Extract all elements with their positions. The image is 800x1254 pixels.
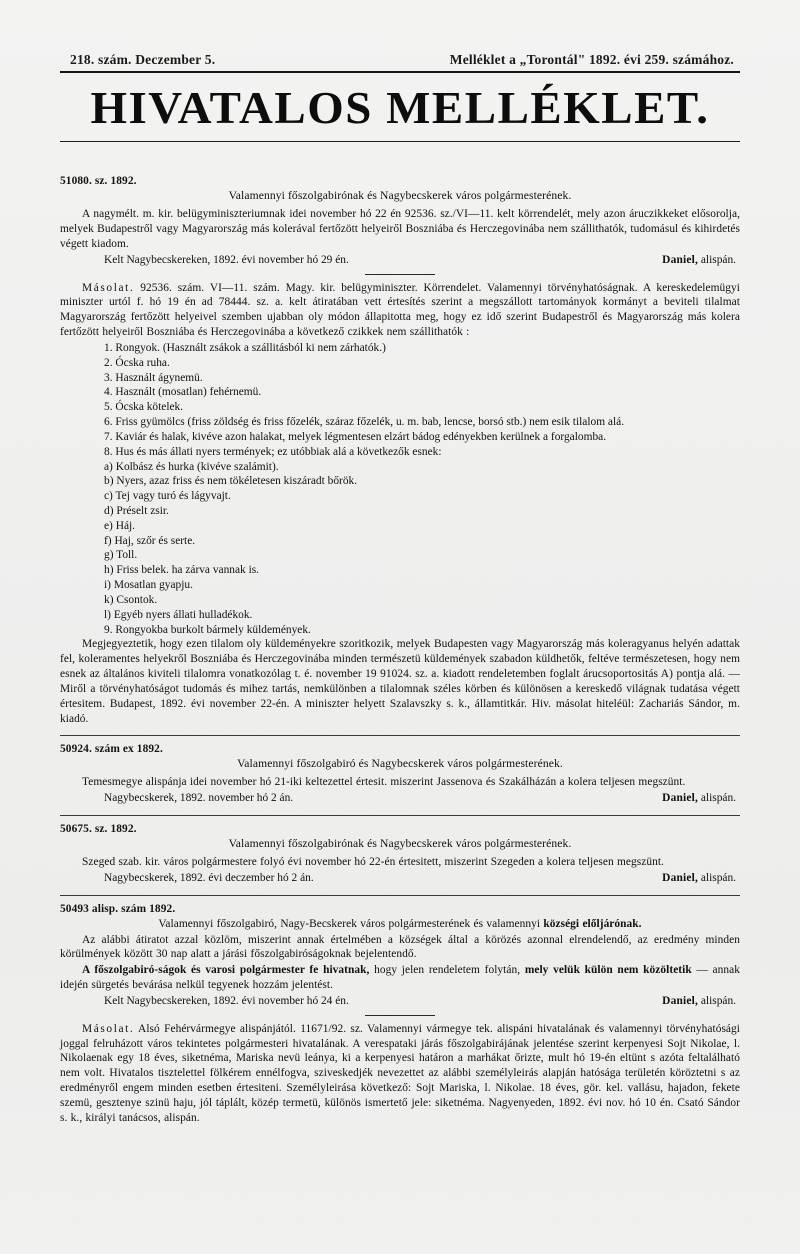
list-item-text: Ócska ruha. bbox=[115, 356, 170, 369]
list-item-label: i) bbox=[104, 579, 111, 592]
issue-number: 218. szám. Deczember 5. bbox=[70, 52, 216, 67]
signatory bbox=[662, 791, 740, 806]
list-item-text: Egyéb nyers állati hulladékok. bbox=[113, 608, 253, 621]
list-item bbox=[60, 341, 740, 356]
section-51080 bbox=[60, 175, 740, 274]
emphasis-plain-1: hogy jelen rendeletem folytán, bbox=[369, 964, 525, 977]
addressee-emphasis: községi előljárónak. bbox=[543, 917, 642, 930]
list-item bbox=[60, 460, 740, 475]
list-item-label: h) bbox=[104, 564, 114, 577]
list-item-text: Rongyok. (Használt zsákok a szállitásból ki nem zárhatók.) bbox=[115, 341, 386, 354]
reference-number: 50493 alisp. szám 1892. bbox=[60, 902, 176, 915]
section-ornament-rule bbox=[365, 1015, 435, 1016]
list-item-text: Használt (mosatlan) fehérnemü. bbox=[115, 386, 262, 399]
list-item-label: 5. bbox=[104, 401, 113, 414]
emphasis-mid: mely velük külön nem közöltetik bbox=[524, 964, 692, 977]
list-item-label: 2. bbox=[104, 356, 113, 369]
list-item bbox=[60, 534, 740, 549]
signatory-name: Daniel, bbox=[662, 792, 699, 805]
list-item-label: a) bbox=[104, 460, 113, 473]
section-ornament-rule bbox=[365, 274, 435, 275]
list-item-text: Haj, szőr és serte. bbox=[114, 534, 196, 547]
signature-block bbox=[60, 791, 740, 806]
masthead-rule-top bbox=[60, 71, 740, 73]
list-item-label: c) bbox=[104, 490, 113, 503]
addressee-line: Valamennyi főszolgabiró és Nagybecskerek város polgármesterének. bbox=[237, 757, 563, 771]
list-item-label: f) bbox=[104, 534, 112, 547]
list-item bbox=[60, 608, 740, 623]
addressee-line bbox=[60, 917, 740, 932]
section-50493 bbox=[60, 903, 740, 1016]
emphasis-plain-2: — annak idején sürgetés bevárása nelkül tegyenek hozzám jelentést. bbox=[60, 964, 741, 992]
list-item-label: 7. bbox=[104, 430, 113, 443]
reference-number: 50675. sz. 1892. bbox=[60, 823, 137, 836]
list-item-label: k) bbox=[104, 593, 114, 606]
dateline: Nagybecskerek, 1892. évi deczember hó 2 án. bbox=[104, 871, 314, 884]
addressee-text: Valamennyi főszolgabiró, Nagy-Becskerek város polgármesterének és valamennyi bbox=[158, 917, 544, 930]
closing-paragraph: Megjegyeztetik, hogy ezen tilalom oly küldeményekre szoritkozik, melyek Budapesten vagy Magyarország más koleragyanus helyén adattak fel, koleramentes helyekről Boszniába és Herczegovinába minden természetü küldemények szabadon küldhetők, feltéve természetesen, hogy nem esnek az általános kiviteli tilalomra vonatkozólag t. é. november 19 91024. sz. a. kiadott rendeletemben foglalt árucsoportositás A) pontja alá. — Miről a törvényhatóságot tudomás és mihez tartás, nemkülönben a tilalomnak széles körben és különösen a kereskedő világnak tudatása végett értesitem. Budapest, 1892. évi november 22-én. A miniszter helyett Szalavszky s. k., államtitkár. Hiv. másolat hiteléül: Zachariás Sándor, m. kiadó. bbox=[60, 638, 740, 725]
list-item bbox=[60, 430, 740, 445]
copy-label: Másolat. bbox=[82, 281, 135, 294]
reference-number: 51080. sz. 1892. bbox=[60, 175, 137, 188]
list-item bbox=[60, 415, 740, 430]
list-item bbox=[60, 371, 740, 386]
dateline: Kelt Nagybecskereken, 1892. évi november hó 29 én. bbox=[104, 253, 349, 266]
signatory-name: Daniel, bbox=[662, 253, 699, 266]
signatory bbox=[662, 994, 740, 1009]
dateline: Nagybecskerek, 1892. november hó 2 án. bbox=[104, 792, 294, 805]
list-item-label: 4. bbox=[104, 386, 113, 399]
list-item bbox=[60, 400, 740, 415]
list-item-text: Rongyokba burkolt bármely küldemények. bbox=[115, 623, 311, 636]
list-item bbox=[60, 548, 740, 563]
section-50924 bbox=[60, 743, 740, 816]
copy-intro-paragraph bbox=[60, 281, 740, 340]
section-masolat-92536 bbox=[60, 281, 740, 737]
list-item-text: Hus és más állati nyers termények; ez utóbbiak alá a következők esnek: bbox=[115, 445, 442, 458]
section-masolat-11671 bbox=[60, 1022, 740, 1126]
copy-text: Alsó Fehérvármegye alispánjától. 11671/92. sz. Valamennyi vármegye tek. alispáni hivatalának és valamennyi törvényhatósági joggal felruházott város tekintetes polgármesteri hivatalának. A verespataki járás főszolgabirájának jelentése szerint kerpenyesi Sojt Nikolae, l. Nikolaenak egy 18 éves, siketnéma, Mariska nevü leánya, ki a kerpenyesi határon a marhákat őrizte, mult hó 19-én eltünt s azóta feltalálható nem volt. Hivatalos tisztelettel fölkérem ennélfogva, sziveskedjék nevezettet az alábbi személyleirás alapján hatósága területén köröztetni s az eredményről engem minden esetben értesiteni. Személyleirása következő: Sojt Mariska, l. Nikolae. 18 éves, gör. kel. vallásu, hajadon, fekete szemü, gesztenye szinü haju, jól táplált, közép termetü, különös ismertető jele: siketnéma. Nagyenyeden, 1892. évi nov. hó 10 én. Csató Sándor s. k., királyi tanácsos, alispán. bbox=[60, 1022, 740, 1124]
paragraph: Az alábbi átiratot azzal közlöm, miszerint annak értelmében a községek által a körözés azonnal elrendelendő, az eredmény minden körülmények között 30 nap alatt a járási főszolgabiróságoknak bejelentendő. bbox=[60, 933, 740, 961]
list-item-text: Toll. bbox=[116, 549, 138, 562]
list-item-label: g) bbox=[104, 549, 114, 562]
paragraph: Temesmegye alispánja idei november hó 21-iki keltezettel értesit. miszerint Jassenova és Szakálházán a kolera teljesen megszünt. bbox=[82, 776, 686, 789]
list-item bbox=[60, 385, 740, 400]
animal-products-sublist bbox=[60, 460, 740, 638]
supplement-reference: Melléklet a „Torontál" 1892. évi 259. számához. bbox=[449, 52, 734, 67]
paragraph: A nagymélt. m. kir. belügyminiszteriumnak idei november hó 22 én 92536. sz./VI—11. kelt körrendelét, mely azon áruczikkeket elősorolja, melyek Budapestről vagy Magyarország más kolerával fertőzött helyeiről Boszniába és Herczegovinába nem szállithatók, tudomásul és kihirdetés végett kiadom. bbox=[60, 208, 740, 250]
list-item-text: Csontok. bbox=[116, 593, 158, 606]
masthead bbox=[60, 52, 740, 168]
list-item bbox=[60, 445, 740, 460]
list-item bbox=[60, 519, 740, 534]
paragraph: Szeged szab. kir. város polgármestere folyó évi november hó 22-én értesitett, miszerint Szegeden a kolera teljesen megszünt. bbox=[82, 856, 664, 869]
list-item-text: Friss belek. ha zárva vannak is. bbox=[116, 564, 260, 577]
list-item-label: d) bbox=[104, 505, 114, 517]
signatory-title: alispán. bbox=[698, 253, 736, 266]
list-item-text: Kolbász és hurka (kivéve szalámit). bbox=[115, 460, 279, 473]
list-item bbox=[60, 356, 740, 371]
list-item-label: e) bbox=[104, 519, 113, 532]
signatory-name: Daniel, bbox=[662, 871, 699, 884]
section-50675 bbox=[60, 823, 740, 896]
signature-block bbox=[60, 994, 740, 1009]
list-item-text: Mosatlan gyapju. bbox=[113, 579, 193, 592]
emphasis-lead: A főszolgabiró-ságok és varosi polgármester fe hivatnak, bbox=[82, 964, 370, 977]
addressee-line: Valamennyi főszolgabirónak és Nagybecskerek város polgármesterének. bbox=[228, 189, 572, 203]
list-item-text: Tej vagy turó és lágyvajt. bbox=[115, 490, 231, 503]
list-item-label: 9. bbox=[104, 623, 113, 636]
list-item-label: l) bbox=[104, 608, 111, 621]
list-item-label: 3. bbox=[104, 371, 113, 384]
list-item bbox=[60, 593, 740, 608]
copy-label: Másolat. bbox=[82, 1022, 135, 1035]
signatory-title: alispán. bbox=[698, 792, 736, 805]
signature-block bbox=[60, 871, 740, 886]
list-item bbox=[60, 504, 740, 519]
list-item-text: Préselt zsir. bbox=[116, 505, 169, 517]
prohibited-goods-list bbox=[60, 341, 740, 460]
signatory-title: alispán. bbox=[698, 994, 736, 1007]
list-item bbox=[60, 474, 740, 489]
copy-intro-text: 92536. szám. VI—11. szám. Magy. kir. belügyminiszter. Körrendelet. Valamennyi törvényhatóságnak. A kereskedelemügyi miniszter urtól f. hó 19 én ad 78444. sz. a. kelt átiratában vett értesítés szerint a megszállott tartományok kormányt a beviteli tilalmat Magyarország fertőzött helyeivel szemben ujabban oly módon állapitotta meg, hogy ez idő szerint Budapestről és Magyarország más kolera fertőzött helyeiről Boszniába és Herczegovinába a következő czikkek nem szállithatók : bbox=[60, 281, 740, 339]
list-item bbox=[60, 578, 740, 593]
list-item-text: Friss gyümölcs (friss zöldség és friss főzelék, száraz főzelék, u. m. bab, lencse, borsó stb.) nem esik tilalom alá. bbox=[115, 416, 625, 429]
list-item-label: 8. bbox=[104, 445, 113, 458]
signatory bbox=[662, 871, 740, 886]
signature-block bbox=[60, 253, 740, 268]
list-item-label: 1. bbox=[104, 341, 113, 354]
list-item-text: Háj. bbox=[115, 519, 136, 532]
list-item bbox=[60, 563, 740, 578]
section-divider bbox=[60, 895, 740, 896]
emphasised-paragraph bbox=[60, 963, 740, 993]
list-item bbox=[60, 623, 740, 638]
list-item-label: 6. bbox=[104, 416, 113, 429]
section-divider bbox=[60, 815, 740, 816]
signatory bbox=[662, 253, 740, 268]
list-item-text: Használt ágynemü. bbox=[115, 371, 203, 384]
list-item-label: b) bbox=[104, 475, 114, 488]
page-title: HIVATALOS MELLÉKLET. bbox=[90, 82, 710, 133]
addressee-line: Valamennyi főszolgabirónak és Nagybecskerek város polgármesterének. bbox=[228, 837, 572, 851]
dateline: Kelt Nagybecskereken, 1892. évi november hó 24 én. bbox=[104, 994, 349, 1007]
signatory-name: Daniel, bbox=[662, 994, 699, 1007]
reference-number: 50924. szám ex 1892. bbox=[60, 743, 163, 756]
copy-paragraph bbox=[60, 1022, 740, 1126]
section-divider bbox=[60, 735, 740, 736]
list-item bbox=[60, 489, 740, 504]
list-item-text: Nyers, azaz friss és nem tökéletesen kiszáradt bőrök. bbox=[116, 475, 358, 488]
list-item-text: Ócska kötelek. bbox=[115, 401, 184, 414]
masthead-spacer bbox=[60, 142, 740, 168]
masthead-topline bbox=[60, 52, 740, 71]
signatory-title: alispán. bbox=[698, 871, 736, 884]
list-item-text: Kaviár és halak, kivéve azon halakat, melyek légmentesen elzárt bádog edényekben kerülnek a forgalomba. bbox=[115, 430, 607, 443]
